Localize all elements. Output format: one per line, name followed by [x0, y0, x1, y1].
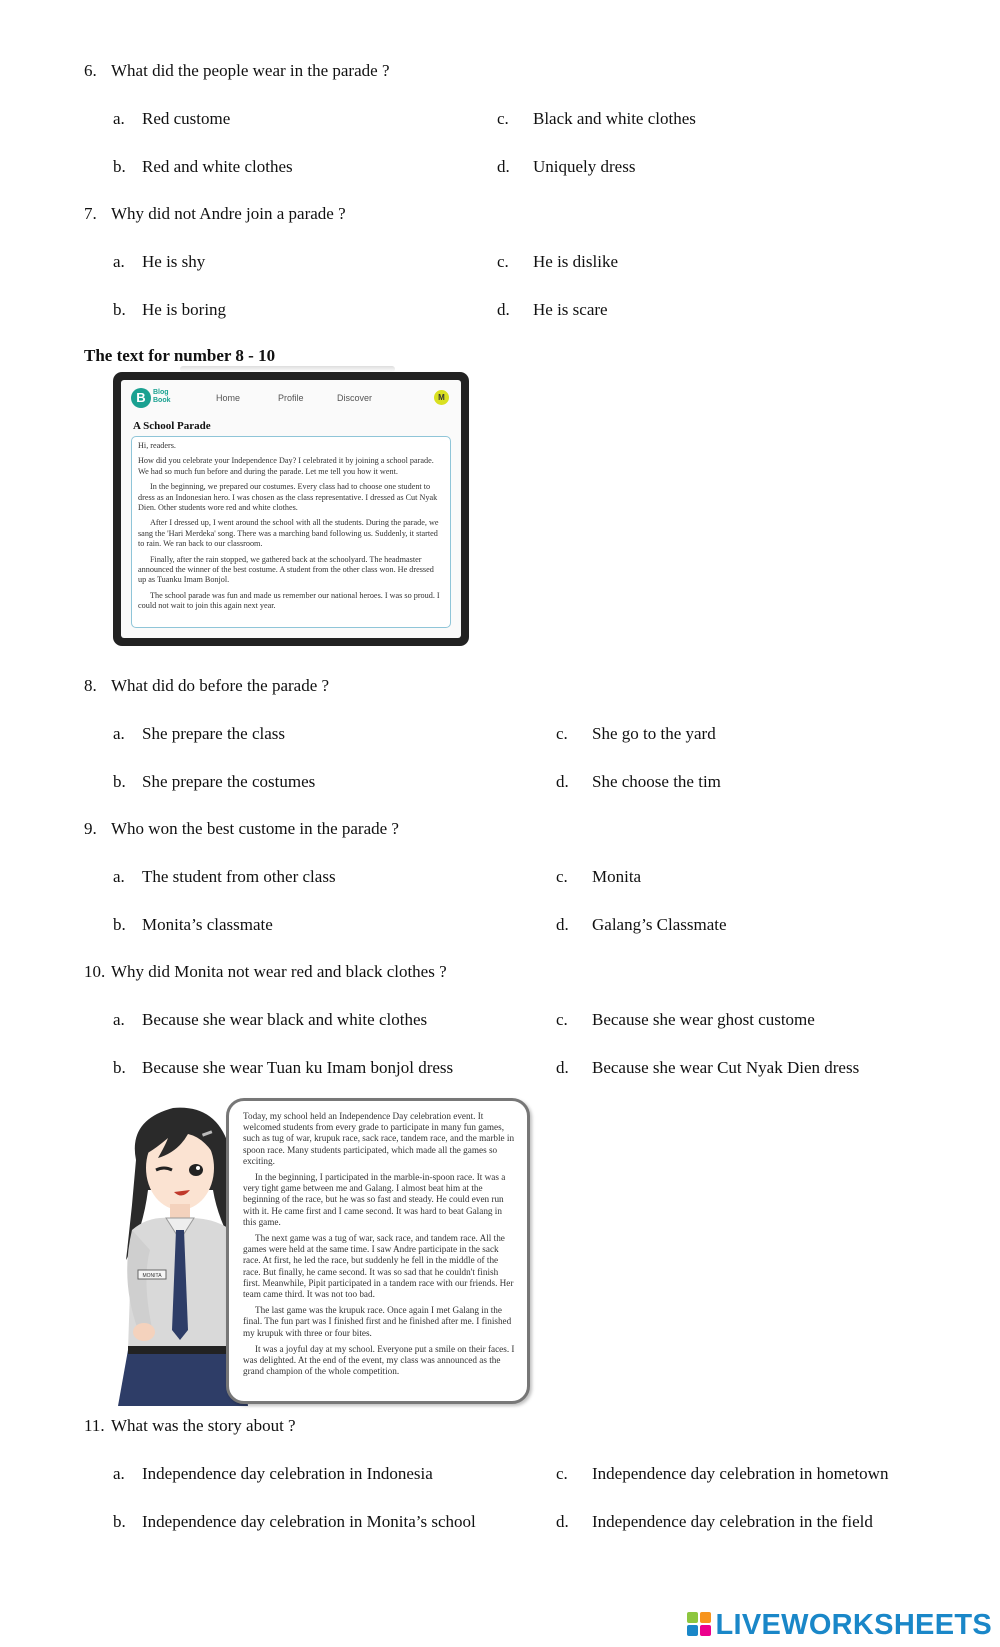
option-letter: a.	[113, 1464, 125, 1483]
story-paragraph: The last game was the krupuk race. Once again I met Galang in the final. The fun part was I finished first and he finished after me. I finished my krupuk with three or four bites.	[243, 1305, 512, 1338]
option-11d[interactable]	[556, 1512, 873, 1532]
option-letter: c.	[497, 109, 509, 128]
option-9d[interactable]	[556, 915, 727, 935]
option-text: He is shy	[142, 252, 206, 271]
option-text: The student from other class	[142, 867, 336, 886]
option-10b[interactable]	[113, 1058, 453, 1078]
option-text: He is scare	[533, 300, 608, 319]
option-text: Because she wear Cut Nyak Dien dress	[592, 1058, 860, 1077]
option-text: Independence day celebration in Monita’s school	[142, 1512, 476, 1531]
option-6b[interactable]	[113, 157, 293, 177]
option-9a[interactable]	[113, 867, 336, 887]
option-11a[interactable]	[113, 1464, 433, 1484]
option-text: Monita’s classmate	[142, 915, 273, 934]
blog-logo-text	[153, 389, 171, 405]
option-letter: c.	[556, 867, 568, 886]
question-11	[84, 1416, 296, 1436]
nav-home: Home	[216, 393, 241, 403]
story-paragraph: It was a joyful day at my school. Everyone put a smile on their faces. I was delighted. At the end of the event, my class was announced as the grand champion of the whole competition.	[243, 1343, 515, 1377]
option-10c[interactable]	[556, 1010, 815, 1030]
blog-paragraph: Hi, readers.	[138, 441, 176, 450]
blog-title: A School Parade	[133, 420, 211, 432]
option-9c[interactable]	[556, 867, 641, 887]
option-9b[interactable]	[113, 915, 273, 935]
option-11c[interactable]	[556, 1464, 888, 1484]
option-6d[interactable]	[497, 157, 635, 177]
option-6c[interactable]	[497, 109, 696, 129]
blog-body	[131, 436, 451, 628]
question-text: Who won the best custome in the parade ?	[111, 819, 399, 838]
option-letter: c.	[497, 252, 509, 271]
nav-discover: Discover	[337, 393, 373, 403]
option-letter: c.	[556, 1010, 568, 1029]
reading-tablet-image	[113, 372, 469, 646]
name-tag-text: MONITA	[142, 1273, 162, 1279]
option-letter: a.	[113, 724, 125, 743]
option-letter: a.	[113, 109, 125, 128]
option-11b[interactable]	[113, 1512, 476, 1532]
option-10a[interactable]	[113, 1010, 427, 1030]
question-number: 6.	[84, 61, 97, 80]
option-10d[interactable]	[556, 1058, 859, 1078]
option-letter: d.	[497, 157, 510, 176]
blog-logo-line: Book	[153, 397, 171, 404]
blog-nav	[121, 380, 461, 414]
option-text: Independence day celebration in hometown	[592, 1464, 889, 1483]
question-6	[84, 61, 389, 81]
option-letter: a.	[113, 1010, 125, 1029]
blog-paragraph: The school parade was fun and made us remember our national heroes. I was so proud. I could not wait to join this again next year.	[138, 590, 440, 611]
option-text: He is boring	[142, 300, 227, 319]
story-speech-bubble	[226, 1098, 530, 1404]
option-text: Uniquely dress	[533, 157, 636, 176]
option-letter: a.	[113, 867, 125, 886]
question-text: What did do before the parade ?	[111, 676, 330, 695]
story-paragraph: In the beginning, I participated in the marble-in-spoon race. It was a very tight game between me and Galang. I almost beat him at the beginning of the race, but he was so fast and steady. He could even run with it. He came first and I came second. It was hard to beat Galang in this game.	[243, 1172, 506, 1227]
option-letter: b.	[113, 772, 126, 791]
section-title: The text for number 8 - 10	[84, 346, 276, 365]
question-7	[84, 204, 346, 224]
question-number: 9.	[84, 819, 97, 838]
option-7c[interactable]	[497, 252, 618, 272]
option-text: Galang’s Classmate	[592, 915, 727, 934]
option-7a[interactable]	[113, 252, 205, 272]
option-text: Black and white clothes	[533, 109, 696, 128]
blog-paragraph: How did you celebrate your Independence Day? I celebrated it by joining a school parade. We had so much fun before and during the parade. Let me tell you how it went.	[138, 456, 434, 476]
question-number: 10.	[84, 962, 106, 981]
option-letter: b.	[113, 915, 126, 934]
option-letter: d.	[556, 772, 569, 791]
option-letter: d.	[556, 1058, 569, 1077]
option-8c[interactable]	[556, 724, 716, 744]
option-text: Monita	[592, 867, 642, 886]
option-letter: b.	[113, 1512, 126, 1531]
option-letter: d.	[556, 1512, 569, 1531]
option-6a[interactable]	[113, 109, 230, 129]
option-text: He is dislike	[533, 252, 618, 271]
question-number: 8.	[84, 676, 97, 695]
option-text: Independence day celebration in Indonesia	[142, 1464, 433, 1483]
option-letter: d.	[497, 300, 510, 319]
option-7b[interactable]	[113, 300, 226, 320]
question-text: Why did not Andre join a parade ?	[111, 204, 346, 223]
question-10	[84, 962, 447, 982]
option-letter: c.	[556, 724, 568, 743]
question-number: 7.	[84, 204, 97, 223]
option-text: Red and white clothes	[142, 157, 293, 176]
option-text: She choose the tim	[592, 772, 721, 791]
option-8a[interactable]	[113, 724, 285, 744]
blog-logo-line: Blog	[153, 389, 169, 396]
option-letter: d.	[556, 915, 569, 934]
option-letter: a.	[113, 252, 125, 271]
question-9	[84, 819, 399, 839]
blog-paragraph: After I dressed up, I went around the school with all the students. During the parade, we sang the 'Hari Merdeka' song. There was a marching band following us. Suddenly, it started to rain. We ran back to our classroom.	[138, 518, 439, 549]
blog-logo-icon: B	[131, 388, 151, 408]
question-text: Why did Monita not wear red and black clothes ?	[111, 962, 447, 981]
option-text: She prepare the class	[142, 724, 286, 743]
liveworksheets-brand: LIVEWORKSHEETS	[715, 1608, 992, 1641]
option-text: Because she wear black and white clothes	[142, 1010, 428, 1029]
option-letter: b.	[113, 1058, 126, 1077]
liveworksheets-logo[interactable]	[687, 1609, 993, 1641]
option-text: She prepare the costumes	[142, 772, 316, 791]
option-8d[interactable]	[556, 772, 721, 792]
option-letter: c.	[556, 1464, 568, 1483]
option-letter: b.	[113, 300, 126, 319]
option-text: Because she wear Tuan ku Imam bonjol dress	[142, 1058, 454, 1077]
option-7d[interactable]	[497, 300, 608, 320]
story-paragraph: The next game was a tug of war, sack race, and tandem race. All the games were held at the same time. I saw Andre participate in the sack race. At first, he led the race, but suddenly he fell in the middle of the race. But finally, he came second. It was so sad that he couldn't finish first. Meanwhile, Pipit participated in a tandem race with our friends. Her team came third. It was not too bad.	[243, 1233, 514, 1300]
option-text: She go to the yard	[592, 724, 716, 743]
question-text: What did the people wear in the parade ?	[111, 61, 390, 80]
blog-paragraph: Finally, after the rain stopped, we gathered back at the schoolyard. The headmaster announced the winner of the best costume. A student from the other class won. He dressed up as Tuanku Imam Bonjol.	[138, 554, 434, 585]
option-letter: b.	[113, 157, 126, 176]
avatar: M	[434, 390, 449, 405]
option-text: Red custome	[142, 109, 231, 128]
option-8b[interactable]	[113, 772, 315, 792]
option-text: Independence day celebration in the field	[592, 1512, 873, 1531]
blog-paragraph: In the beginning, we prepared our costumes. Every class had to choose one student to dress as an Indonesian hero. I was chosen as the class representative. I dressed as Cut Nyak Dien. Other students wore red and white clothes.	[138, 482, 438, 513]
story-paragraph: Today, my school held an Independence Day celebration event. It welcomed students from every grade to participate in many fun games, such as tug of war, krupuk race, sack race, tandem race, and the marble in spoon race. Many students participated, which made all the games so exciting.	[243, 1111, 515, 1166]
liveworksheets-grid-icon	[687, 1612, 713, 1638]
question-number: 11.	[84, 1416, 105, 1435]
question-text: What was the story about ?	[111, 1416, 296, 1435]
option-text: Because she wear ghost custome	[592, 1010, 815, 1029]
tablet-screen	[121, 380, 461, 638]
nav-profile: Profile	[278, 393, 304, 403]
question-8	[84, 676, 329, 696]
